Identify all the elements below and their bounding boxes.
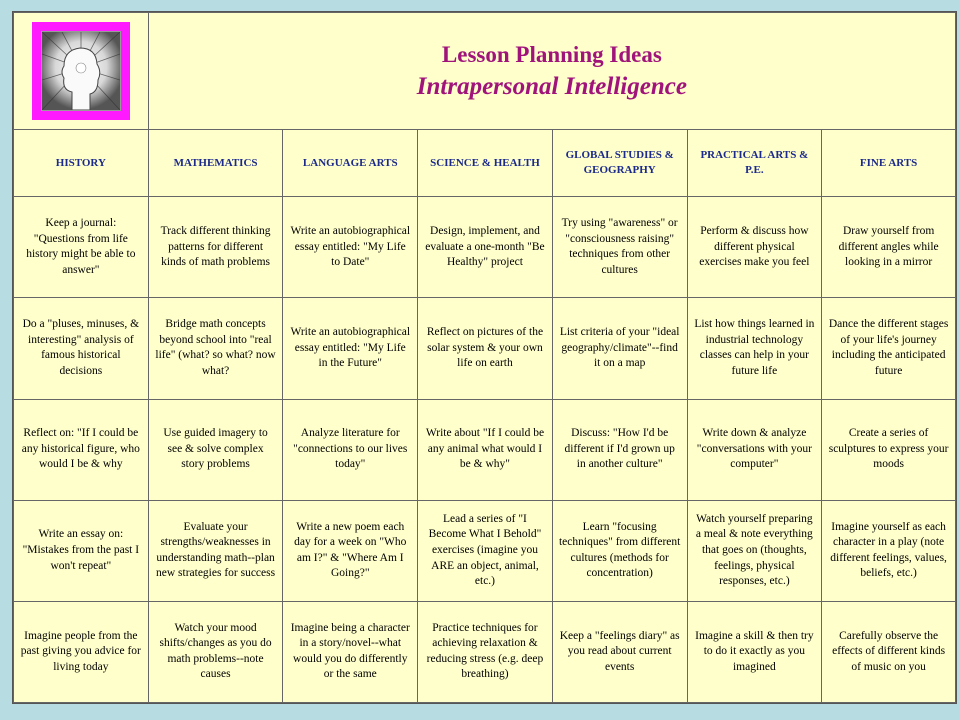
title-cell [148,13,955,130]
page-title: Lesson Planning Ideas [441,41,662,67]
page-subtitle: Intrapersonal Intelligence [416,72,687,100]
table-cell: Watch your mood shifts/changes as you do math problems--note causes [148,601,283,702]
table-row [14,500,956,601]
table-cell: Reflect on pictures of the solar system & your own life on earth [418,298,553,399]
column-header-mathematics: MATHEMATICS [148,130,283,197]
table-row [14,399,956,500]
table-cell: Keep a journal: "Questions from life history might be able to answer" [14,197,149,298]
table-cell: Write down & analyze "conversations with your computer" [687,399,822,500]
table-cell: Do a "pluses, minuses, & interesting" analysis of famous historical decisions [14,298,149,399]
table-cell: Watch yourself preparing a meal & note everything that goes on (thoughts, feelings, physical responses, etc.) [687,500,822,601]
table-cell: Write about "If I could be any animal what would I be & why" [418,399,553,500]
table-cell: Write an essay on: "Mistakes from the past I won't repeat" [14,500,149,601]
table-cell: Practice techniques for achieving relaxation & reducing stress (e.g. deep breathing) [418,601,553,702]
table-cell: Discuss: "How I'd be different if I'd grown up in another culture" [552,399,687,500]
table-cell: Imagine being a character in a story/novel--what would you do differently or the same [283,601,418,702]
table-cell: Create a series of sculptures to express your moods [822,399,956,500]
icon-cell [14,13,149,130]
table-cell: Use guided imagery to see & solve complex story problems [148,399,283,500]
table-cell: Write a new poem each day for a week on "Who am I?" & "Where Am I Going?" [283,500,418,601]
column-header-fine-arts: FINE ARTS [822,130,956,197]
table-cell: List how things learned in industrial technology classes can help in your future life [687,298,822,399]
table-cell: Perform & discuss how different physical exercises make you feel [687,197,822,298]
table-cell: Bridge math concepts beyond school into "real life" (what? so what? now what? [148,298,283,399]
table-cell: Reflect on: "If I could be any historical figure, who would I be & why [14,399,149,500]
table-cell: Evaluate your strengths/weaknesses in understanding math--plan new strategies for success [148,500,283,601]
ideas-table [13,12,956,703]
column-header-language-arts: LANGUAGE ARTS [283,130,418,197]
table-cell: Analyze literature for "connections to our lives today" [283,399,418,500]
table-cell: Imagine yourself as each character in a play (note different feelings, values, beliefs, etc.) [822,500,956,601]
column-header-practical-arts: PRACTICAL ARTS & P.E. [687,130,822,197]
column-header-history: HISTORY [14,130,149,197]
column-header-global-studies: GLOBAL STUDIES & GEOGRAPHY [552,130,687,197]
table-cell: Keep a "feelings diary" as you read about current events [552,601,687,702]
lesson-planning-sheet [12,11,957,704]
column-header-row [14,130,956,197]
head-silhouette-icon [32,22,130,120]
table-cell: Try using "awareness" or "consciousness raising" techniques from other cultures [552,197,687,298]
column-header-science-health: SCIENCE & HEALTH [418,130,553,197]
table-cell: Dance the different stages of your life's journey including the anticipated future [822,298,956,399]
table-cell: Learn "focusing techniques" from different cultures (methods for concentration) [552,500,687,601]
table-row [14,298,956,399]
table-cell: List criteria of your "ideal geography/climate"--find it on a map [552,298,687,399]
table-row [14,197,956,298]
table-cell: Design, implement, and evaluate a one-month "Be Healthy" project [418,197,553,298]
table-cell: Draw yourself from different angles while looking in a mirror [822,197,956,298]
table-cell: Imagine people from the past giving you advice for living today [14,601,149,702]
table-cell: Carefully observe the effects of different kinds of music on you [822,601,956,702]
table-cell: Lead a series of "I Become What I Behold" exercises (imagine you ARE an object, animal, etc.) [418,500,553,601]
table-cell: Track different thinking patterns for different kinds of math problems [148,197,283,298]
table-row [14,601,956,702]
table-cell: Write an autobiographical essay entitled: "My Life to Date" [283,197,418,298]
table-cell: Write an autobiographical essay entitled: "My Life in the Future" [283,298,418,399]
table-cell: Imagine a skill & then try to do it exactly as you imagined [687,601,822,702]
title-row [14,13,956,130]
